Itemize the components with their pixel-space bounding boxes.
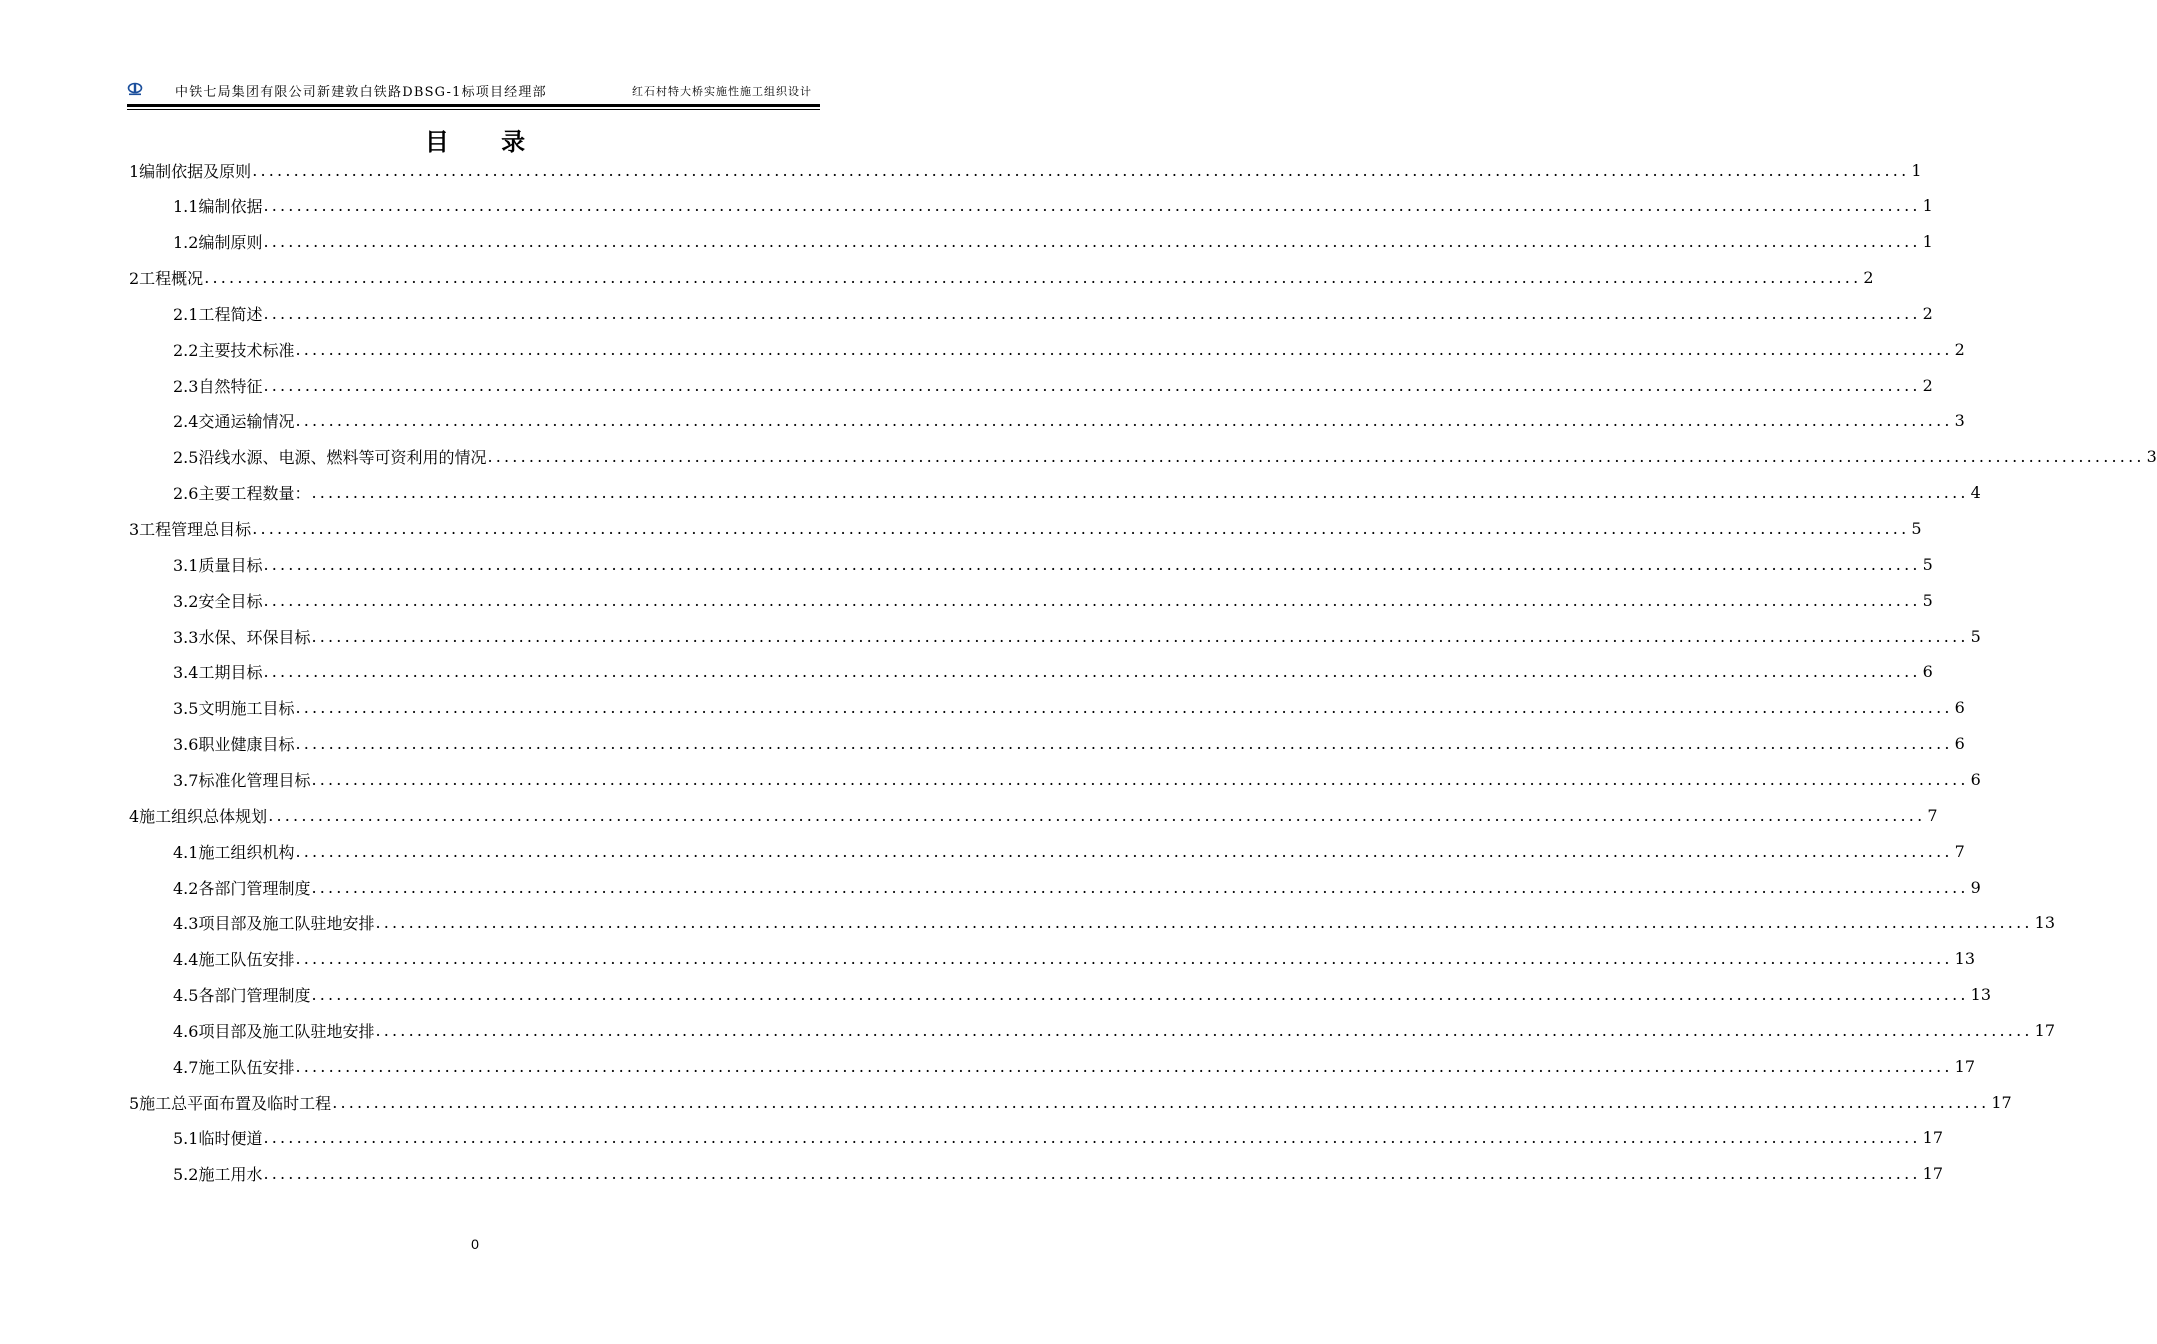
company-logo-icon bbox=[127, 82, 143, 96]
toc-entry[interactable] bbox=[173, 833, 1965, 869]
toc-leader-dots: ........................................................................................................................................................................................................ bbox=[295, 734, 1953, 754]
toc-leader-dots: ........................................................................................................................................................................................................ bbox=[263, 1164, 1921, 1184]
toc-entry-label: 3.4工期目标 bbox=[173, 663, 263, 683]
page-number: 0 bbox=[471, 1236, 479, 1252]
toc-entry-label: 3.3水保、环保目标 bbox=[173, 627, 311, 647]
toc-entry[interactable] bbox=[173, 439, 2157, 475]
toc-entry-page: 17 bbox=[1991, 1092, 2012, 1112]
toc-leader-dots: ........................................................................................................................................................................................................ bbox=[204, 268, 1862, 288]
toc-entry[interactable] bbox=[173, 475, 1981, 511]
toc-entry-label: 4.2各部门管理制度 bbox=[173, 878, 311, 898]
toc-leader-dots: ........................................................................................................................................................................................................ bbox=[263, 554, 1921, 574]
toc-entry-label: 3.1质量目标 bbox=[173, 555, 263, 575]
toc-leader-dots: ........................................................................................................................................................................................................ bbox=[252, 519, 1910, 538]
toc-leader-dots: ........................................................................................................................................................................................................ bbox=[375, 913, 2033, 933]
toc-entry-page: 5 bbox=[1922, 554, 1933, 574]
toc-entry-page: 7 bbox=[1954, 841, 1965, 861]
toc-leader-dots: ........................................................................................................................................................................................................ bbox=[295, 411, 1953, 431]
toc-entry-label: 4.7施工队伍安排 bbox=[173, 1057, 295, 1077]
toc-leader-dots: ........................................................................................................................................................................................................ bbox=[295, 949, 1953, 969]
toc-entry-page: 13 bbox=[1954, 949, 1975, 969]
toc-entry[interactable] bbox=[173, 869, 1981, 905]
toc-leader-dots: ........................................................................................................................................................................................................ bbox=[252, 160, 1910, 180]
toc-entry-page: 4 bbox=[1970, 483, 1981, 503]
toc-leader-dots: ........................................................................................................................................................................................................ bbox=[263, 303, 1921, 323]
toc-leader-dots: ........................................................................................................................................................................................................ bbox=[263, 196, 1921, 216]
toc-entry-label: 2.3自然特征 bbox=[173, 376, 263, 396]
toc-entry[interactable] bbox=[173, 582, 1933, 618]
toc-title: 目 录 bbox=[424, 128, 548, 156]
toc-entry-label: 4.3项目部及施工队驻地安排 bbox=[173, 914, 375, 934]
toc-entry-label: 5施工总平面布置及临时工程 bbox=[129, 1093, 332, 1113]
toc-entry-label: 3.5文明施工目标 bbox=[173, 699, 295, 719]
toc-entry-label: 1.2编制原则 bbox=[173, 233, 263, 253]
page-header bbox=[127, 78, 820, 106]
toc-entry-label: 2.5沿线水源、电源、燃料等可资利用的情况 bbox=[173, 448, 487, 468]
toc-entry[interactable] bbox=[129, 260, 1874, 296]
toc-entry-label: 3.6职业健康目标 bbox=[173, 735, 295, 755]
toc-entry-page: 17 bbox=[1954, 1056, 1975, 1076]
toc-entry[interactable] bbox=[173, 1156, 1943, 1192]
toc-entry-label: 5.2施工用水 bbox=[173, 1165, 263, 1185]
toc-entry[interactable] bbox=[173, 367, 1933, 403]
toc-entry-page: 3 bbox=[1954, 411, 1965, 431]
toc-entry-label: 2.6主要工程数量： bbox=[173, 484, 311, 504]
toc-leader-dots: ........................................................................................................................................................................................................ bbox=[295, 698, 1953, 718]
toc-entry-label: 3.7标准化管理目标 bbox=[173, 770, 311, 790]
toc-entry[interactable] bbox=[129, 1084, 2012, 1120]
toc-entry-page: 1 bbox=[1911, 160, 1922, 180]
header-rule bbox=[127, 104, 820, 107]
toc-entry-page: 6 bbox=[1970, 769, 1981, 789]
toc-leader-dots: ........................................................................................................................................................................................................ bbox=[311, 483, 1969, 503]
toc-leader-dots: ........................................................................................................................................................................................................ bbox=[487, 447, 2145, 467]
header-rule-thin bbox=[127, 109, 820, 110]
toc-entry[interactable] bbox=[173, 1012, 2055, 1048]
toc-entry-page: 13 bbox=[1970, 985, 1991, 1005]
toc-entry-label: 2工程概况 bbox=[129, 269, 204, 289]
toc-entry-page: 2 bbox=[1922, 303, 1933, 323]
toc-entry-page: 6 bbox=[1954, 734, 1965, 754]
toc-leader-dots: ........................................................................................................................................................................................................ bbox=[263, 1128, 1921, 1148]
toc-entry[interactable] bbox=[173, 546, 1933, 582]
toc-entry-page: 7 bbox=[1927, 805, 1938, 825]
toc-entry-label: 2.2主要技术标准 bbox=[173, 340, 295, 360]
toc-entry[interactable] bbox=[173, 654, 1933, 690]
toc-leader-dots: ........................................................................................................................................................................................................ bbox=[263, 662, 1921, 682]
toc-entry[interactable] bbox=[129, 152, 1922, 188]
toc-leader-dots: ........................................................................................................................................................................................................ bbox=[375, 1020, 2033, 1040]
header-company: 中铁七局集团有限公司新建敦白铁路DBSG-1标项目经理部 bbox=[175, 85, 547, 100]
toc-entry-page: 6 bbox=[1922, 662, 1933, 682]
toc-entry-page: 2 bbox=[1863, 268, 1874, 288]
toc-leader-dots: ........................................................................................................................................................................................................ bbox=[268, 805, 1926, 825]
toc-entry[interactable] bbox=[173, 690, 1965, 726]
toc-entry-page: 5 bbox=[1970, 626, 1981, 646]
toc-leader-dots: ........................................................................................................................................................................................................ bbox=[311, 769, 1969, 789]
toc-entry[interactable] bbox=[173, 1048, 1975, 1084]
toc-leader-dots: ........................................................................................................................................................................................................ bbox=[263, 375, 1921, 395]
toc-entry[interactable] bbox=[129, 511, 1922, 547]
toc-entry[interactable] bbox=[173, 224, 1933, 260]
toc-entry[interactable] bbox=[173, 403, 1965, 439]
toc-leader-dots: ........................................................................................................................................................................................................ bbox=[295, 339, 1953, 359]
toc-entry[interactable] bbox=[129, 797, 1938, 833]
toc-leader-dots: ........................................................................................................................................................................................................ bbox=[311, 626, 1969, 646]
toc-entry-label: 5.1临时便道 bbox=[173, 1129, 263, 1149]
toc-entry-page: 17 bbox=[1922, 1164, 1943, 1184]
toc-entry[interactable] bbox=[173, 761, 1981, 797]
toc-entry-label: 3.2安全目标 bbox=[173, 591, 263, 611]
toc-entry-label: 2.1工程简述 bbox=[173, 304, 263, 324]
toc-entry-label: 4.4施工队伍安排 bbox=[173, 950, 295, 970]
toc-entry[interactable] bbox=[173, 618, 1981, 654]
toc-leader-dots: ........................................................................................................................................................................................................ bbox=[263, 232, 1921, 252]
toc-leader-dots: ........................................................................................................................................................................................................ bbox=[311, 877, 1969, 897]
toc-leader-dots: ........................................................................................................................................................................................................ bbox=[295, 841, 1953, 861]
toc-entry-page: 3 bbox=[2146, 447, 2157, 467]
toc-entry-label: 4.5各部门管理制度 bbox=[173, 986, 311, 1006]
toc-leader-dots: ........................................................................................................................................................................................................ bbox=[263, 590, 1921, 610]
toc-leader-dots: ........................................................................................................................................................................................................ bbox=[311, 985, 1969, 1005]
toc-leader-dots: ........................................................................................................................................................................................................ bbox=[332, 1092, 1990, 1112]
toc-entry-label: 2.4交通运输情况 bbox=[173, 412, 295, 432]
toc-entry[interactable] bbox=[173, 977, 1991, 1013]
toc-entry-page: 5 bbox=[1922, 590, 1933, 610]
toc-entry[interactable] bbox=[173, 726, 1965, 762]
toc-entry[interactable] bbox=[173, 295, 1933, 331]
toc-entry-page: 1 bbox=[1922, 196, 1933, 216]
toc-entry-label: 4.1施工组织机构 bbox=[173, 842, 295, 862]
toc-entry-label: 3工程管理总目标 bbox=[129, 520, 252, 539]
toc-entry-page: 17 bbox=[2034, 1020, 2055, 1040]
header-doc-title: 红石村特大桥实施性施工组织设计 bbox=[632, 85, 812, 98]
toc-leader-dots: ........................................................................................................................................................................................................ bbox=[295, 1056, 1953, 1076]
toc-entry[interactable] bbox=[173, 1120, 1943, 1156]
toc-entry-label: 4.6项目部及施工队驻地安排 bbox=[173, 1021, 375, 1041]
toc-entry[interactable] bbox=[173, 188, 1933, 224]
toc-entry-page: 2 bbox=[1954, 339, 1965, 359]
toc-entry-page: 17 bbox=[1922, 1128, 1943, 1148]
toc-entry-label: 1编制依据及原则 bbox=[129, 161, 252, 181]
toc-entry-label: 4施工组织总体规划 bbox=[129, 806, 268, 826]
toc-entry-page: 6 bbox=[1954, 698, 1965, 718]
toc-entry-page: 5 bbox=[1911, 519, 1922, 538]
toc-entry[interactable] bbox=[173, 941, 1975, 977]
toc-entry-page: 1 bbox=[1922, 232, 1933, 252]
toc-entry-page: 9 bbox=[1970, 877, 1981, 897]
toc-entry-page: 2 bbox=[1922, 375, 1933, 395]
toc-entry[interactable] bbox=[173, 331, 1965, 367]
toc-entry[interactable] bbox=[173, 905, 2055, 941]
toc-entry-page: 13 bbox=[2034, 913, 2055, 933]
toc-entry-label: 1.1编制依据 bbox=[173, 197, 263, 217]
